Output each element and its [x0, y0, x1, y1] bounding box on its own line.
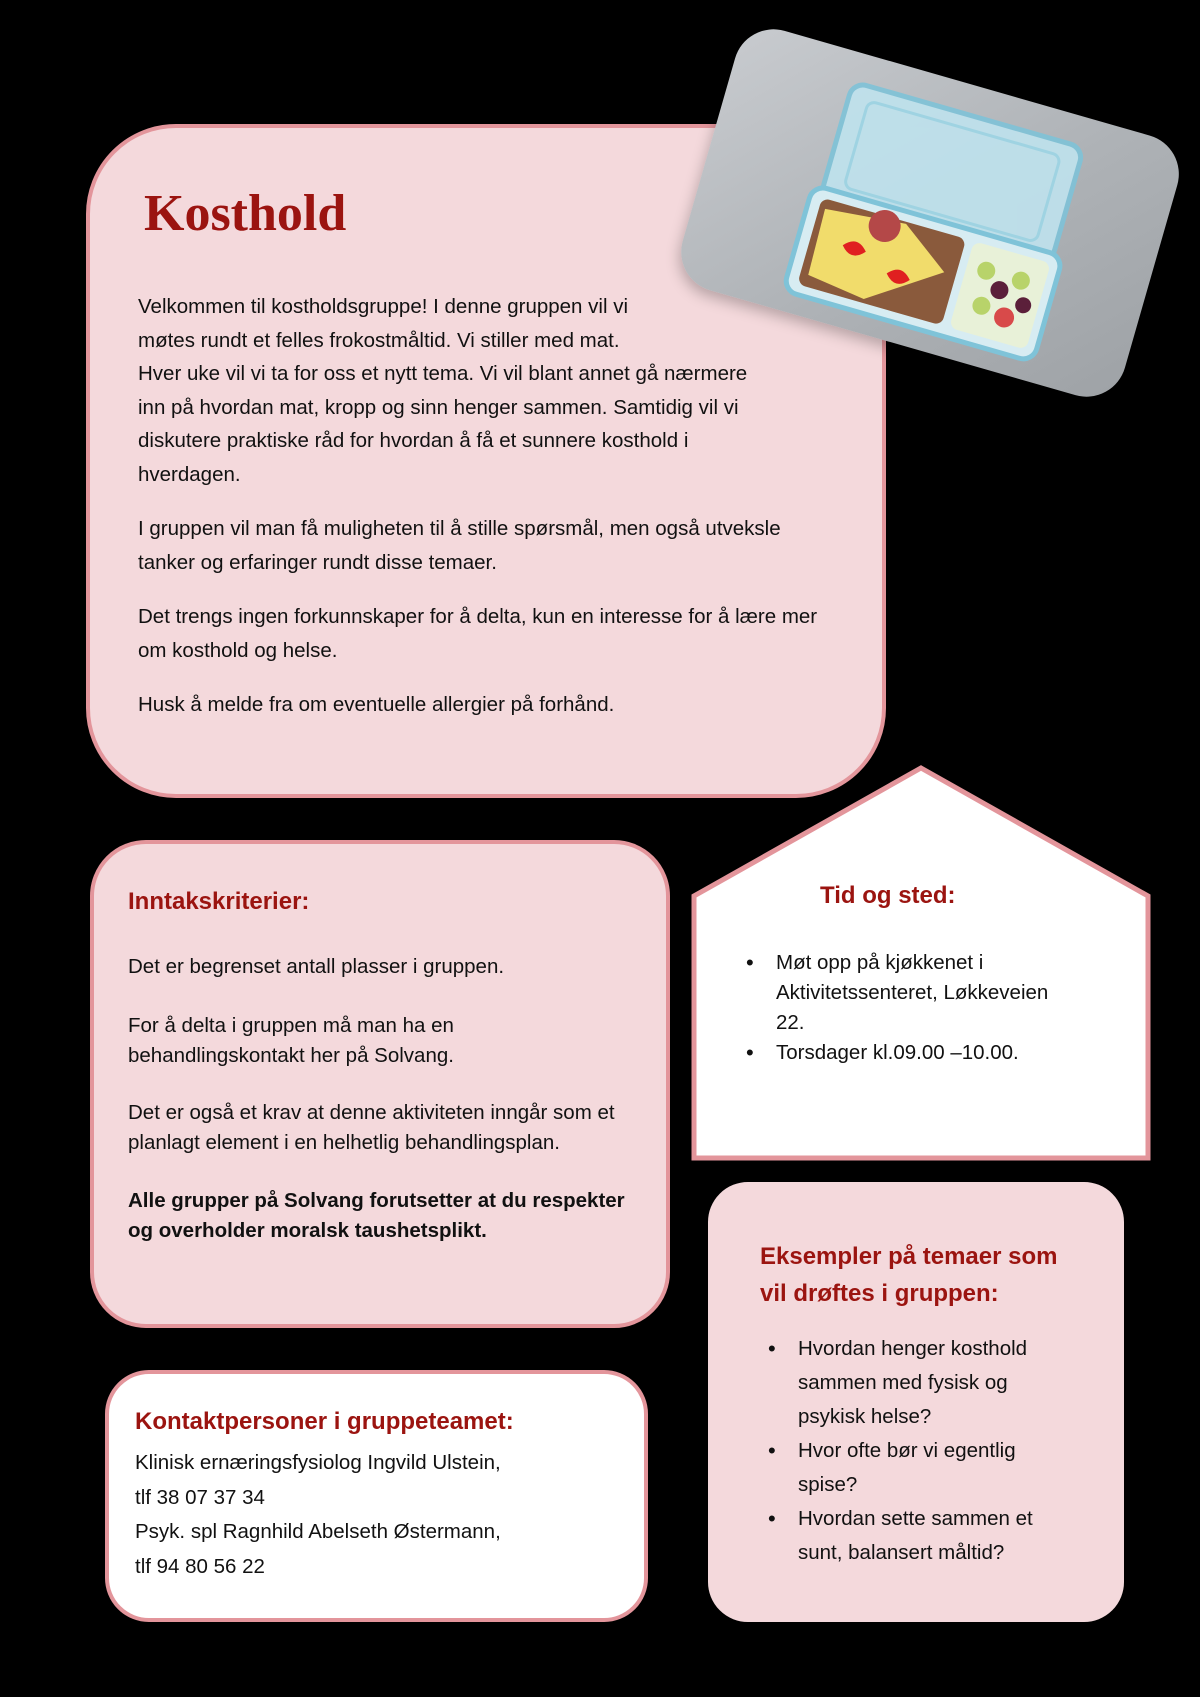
- intro-paragraph-1: Hver uke vil vi ta for oss et nytt tema. Vi vil blant annet gå nærmere inn på hvordan mat, kropp og sinn henger sammen. Samtidig vil vi diskutere praktiske råd for hvordan å få et sunnere kosthold i hverdagen.: [138, 362, 748, 486]
- contacts-card: [105, 1370, 648, 1622]
- intro-paragraph-3: Det trengs ingen forkunnskaper for å delta, kun en interesse for å lære mer om kosthold og helse.: [138, 605, 818, 662]
- list-item: • Torsdager kl.09.00 –10.00.: [738, 1038, 1068, 1068]
- intro-line-2: møtes rundt et felles frokostmåltid. Vi stiller med mat.: [138, 328, 620, 352]
- contacts-title: Kontaktpersoner i gruppeteamet:: [135, 1408, 514, 1435]
- contacts-lines: [135, 1446, 501, 1584]
- list-item: • Hvor ofte bør vi egentlig spise?: [760, 1434, 1080, 1502]
- list-item: • Hvordan henger kosthold sammen med fysisk og psykisk helse?: [760, 1332, 1080, 1434]
- criteria-paragraph-1: Det er begrenset antall plasser i gruppen.: [128, 955, 505, 978]
- time-place-title: Tid og sted:: [820, 882, 956, 909]
- themes-title: Eksempler på temaer som vil drøftes i gruppen:: [760, 1243, 1058, 1307]
- criteria-title: Inntakskriterier:: [128, 888, 310, 915]
- contact-line: Psyk. spl Ragnhild Abelseth Østermann,: [135, 1520, 501, 1543]
- intro-text: [138, 290, 858, 743]
- criteria-paragraph-3: Det er også et krav at denne aktiviteten inngår som et planlagt element i en helhetlig behandlingsplan.: [128, 1101, 615, 1154]
- list-item: • Møt opp på kjøkkenet i Aktivitetssenteret, Løkkeveien 22.: [738, 948, 1068, 1038]
- criteria-card: [90, 840, 670, 1328]
- intro-paragraph-2: I gruppen vil man få muligheten til å stille spørsmål, men også utveksle tanker og erfaringer rundt disse temaer.: [138, 517, 781, 574]
- intro-line-1: Velkommen til kostholdsgruppe! I denne gruppen vil vi: [138, 295, 629, 318]
- contact-phone: tlf 38 07 37 34: [135, 1485, 265, 1509]
- criteria-paragraph-4: Alle grupper på Solvang forutsetter at du respekter og overholder moralsk taushetsplikt.: [128, 1189, 625, 1242]
- themes-list: [760, 1332, 1080, 1570]
- criteria-paragraph-2: For å delta i gruppen må man ha en behandlingskontakt her på Solvang.: [128, 1014, 454, 1067]
- time-place-list: [738, 948, 1068, 1068]
- contact-line: Klinisk ernæringsfysiolog Ingvild Ulstein,: [135, 1451, 501, 1474]
- page-title: Kosthold: [144, 185, 347, 242]
- intro-paragraph-4: Husk å melde fra om eventuelle allergier på forhånd.: [138, 693, 615, 716]
- time-place-card: [690, 764, 1152, 1162]
- contact-phone: tlf 94 80 56 22: [135, 1554, 265, 1578]
- themes-card: [708, 1182, 1124, 1622]
- list-item: • Hvordan sette sammen et sunt, balansert måltid?: [760, 1502, 1080, 1570]
